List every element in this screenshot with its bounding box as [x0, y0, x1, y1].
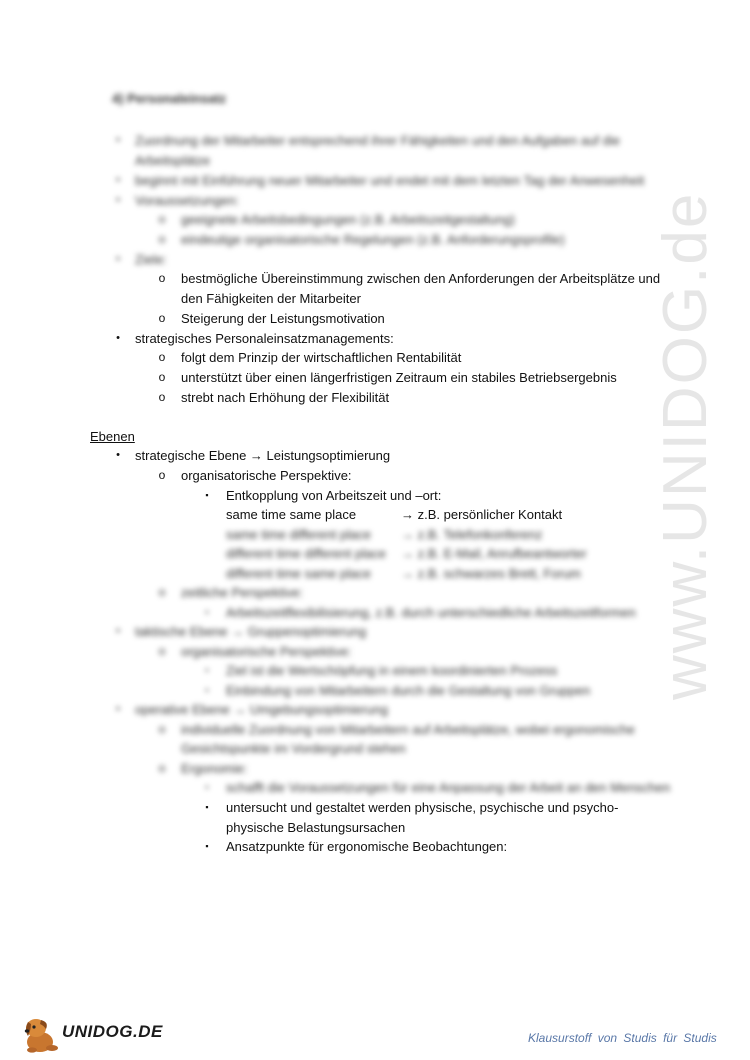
square-marker: ▪: [205, 841, 209, 851]
circle-marker: o: [158, 350, 166, 364]
line-text: zeitliche Perspektive:: [181, 585, 304, 600]
bullet-marker: •: [116, 134, 120, 146]
bullet-marker: •: [116, 253, 120, 265]
line-text: Gesichtspunkte im Vordergrund stehen: [181, 741, 406, 756]
circle-marker: o: [158, 271, 166, 285]
subheading: Ebenen: [90, 429, 135, 444]
line-text: schafft die Voraussetzungen für eine Anpassung der Arbeit an den Menschen: [226, 780, 671, 795]
line-text: same time same place: [226, 507, 357, 522]
line-text: strebt nach Erhöhung der Flexibilität: [181, 390, 390, 405]
line-text: Einbindung von Mitarbeitern durch die Gestaltung von Gruppen: [226, 683, 591, 698]
bullet-marker: •: [116, 194, 120, 206]
line-text: untersucht und gestaltet werden physische, psychische und psycho-: [226, 800, 619, 815]
line-text: operative Ebene → Umgebungsoptimierung: [135, 702, 388, 717]
line-text: Ansatzpunkte für ergonomische Beobachtungen:: [226, 839, 508, 854]
square-marker: ▪: [205, 607, 209, 617]
line-text: → z.B. Telefonkonferenz: [401, 527, 543, 542]
circle-marker: o: [158, 212, 166, 226]
circle-marker: o: [158, 390, 166, 404]
line-text: Arbeitszeitflexibilisierung, z.B. durch unterschiedliche Arbeitszeitformen: [226, 605, 636, 620]
circle-marker: o: [158, 232, 166, 246]
circle-marker: o: [158, 761, 166, 775]
line-text: Arbeitsplätze: [135, 153, 211, 168]
line-text: geeignete Arbeitsbedingungen (z.B. Arbeitszeitgestaltung): [181, 212, 515, 227]
line-text: den Fähigkeiten der Mitarbeiter: [181, 291, 361, 306]
bullet-marker: •: [116, 625, 120, 637]
line-text: Entkopplung von Arbeitszeit und –ort:: [226, 488, 442, 503]
line-text: same time different place: [226, 527, 371, 542]
line-text: folgt dem Prinzip der wirtschaftlichen Rentabilität: [181, 350, 462, 365]
line-text: strategisches Personaleinsatzmanagements:: [135, 331, 394, 346]
line-text: strategische Ebene → Leistungsoptimierung: [135, 448, 391, 463]
unidog-logo[interactable]: [22, 1012, 163, 1054]
circle-marker: o: [158, 644, 166, 658]
watermark: www.UNIDOG.de: [651, 191, 720, 700]
line-text: different time different place: [226, 546, 386, 561]
circle-marker: o: [158, 370, 166, 384]
line-text: Ziel ist die Wertschöpfung in einem koordinierten Prozess: [226, 663, 558, 678]
dog-mascot-icon: [22, 1012, 62, 1054]
logo-text: UNIDOG.DE: [62, 1022, 163, 1041]
square-marker: ▪: [205, 802, 209, 812]
square-marker: ▪: [205, 490, 209, 500]
line-text: Ergonomie:: [181, 761, 248, 776]
line-text: physische Belastungsursachen: [226, 820, 406, 835]
line-text: beginnt mit Einführung neuer Mitarbeiter und endet mit dem letzten Tag der Anwesenheit: [135, 173, 645, 188]
line-text: unterstützt über einen längerfristigen Zeitraum ein stabiles Betriebsergebnis: [181, 370, 617, 385]
line-text: organisatorische Perspektive:: [181, 468, 352, 483]
circle-marker: o: [158, 468, 166, 482]
square-marker: ▪: [205, 685, 209, 695]
square-marker: ▪: [205, 782, 209, 792]
circle-marker: o: [158, 722, 166, 736]
section-heading: 4) Personaleinsatz: [112, 91, 227, 106]
line-text: Ziele:: [135, 252, 167, 267]
line-text: taktische Ebene → Gruppenoptimierung: [135, 624, 367, 639]
bullet-marker: •: [116, 174, 120, 186]
bullet-marker: •: [116, 332, 120, 344]
footer-slogan: Klausurstoff von Studis für Studis: [528, 1031, 717, 1045]
line-text: → z.B. persönlicher Kontakt: [401, 507, 563, 522]
circle-marker: o: [158, 311, 166, 325]
square-marker: ▪: [205, 665, 209, 675]
line-text: → z.B. E-Mail, Anrufbeantworter: [401, 546, 587, 561]
bullet-marker: •: [116, 449, 120, 461]
line-text: organisatorische Perspektive:: [181, 644, 352, 659]
line-text: different time same place: [226, 566, 371, 581]
line-text: Zuordnung der Mitarbeiter entsprechend ihrer Fähigkeiten und den Aufgaben auf die: [135, 133, 620, 148]
line-text: Voraussetzungen:: [135, 193, 240, 208]
line-text: eindeutige organisatorische Regelungen (z.B. Anforderungsprofile): [181, 232, 565, 247]
bullet-marker: •: [116, 703, 120, 715]
circle-marker: o: [158, 585, 166, 599]
line-text: bestmögliche Übereinstimmung zwischen den Anforderungen der Arbeitsplätze und: [181, 271, 661, 286]
line-text: → z.B. schwarzes Brett, Forum: [401, 566, 581, 581]
line-text: Steigerung der Leistungsmotivation: [181, 311, 385, 326]
line-text: individuelle Zuordnung von Mitarbeitern auf Arbeitsplätze, wobei ergonomische: [181, 722, 635, 737]
